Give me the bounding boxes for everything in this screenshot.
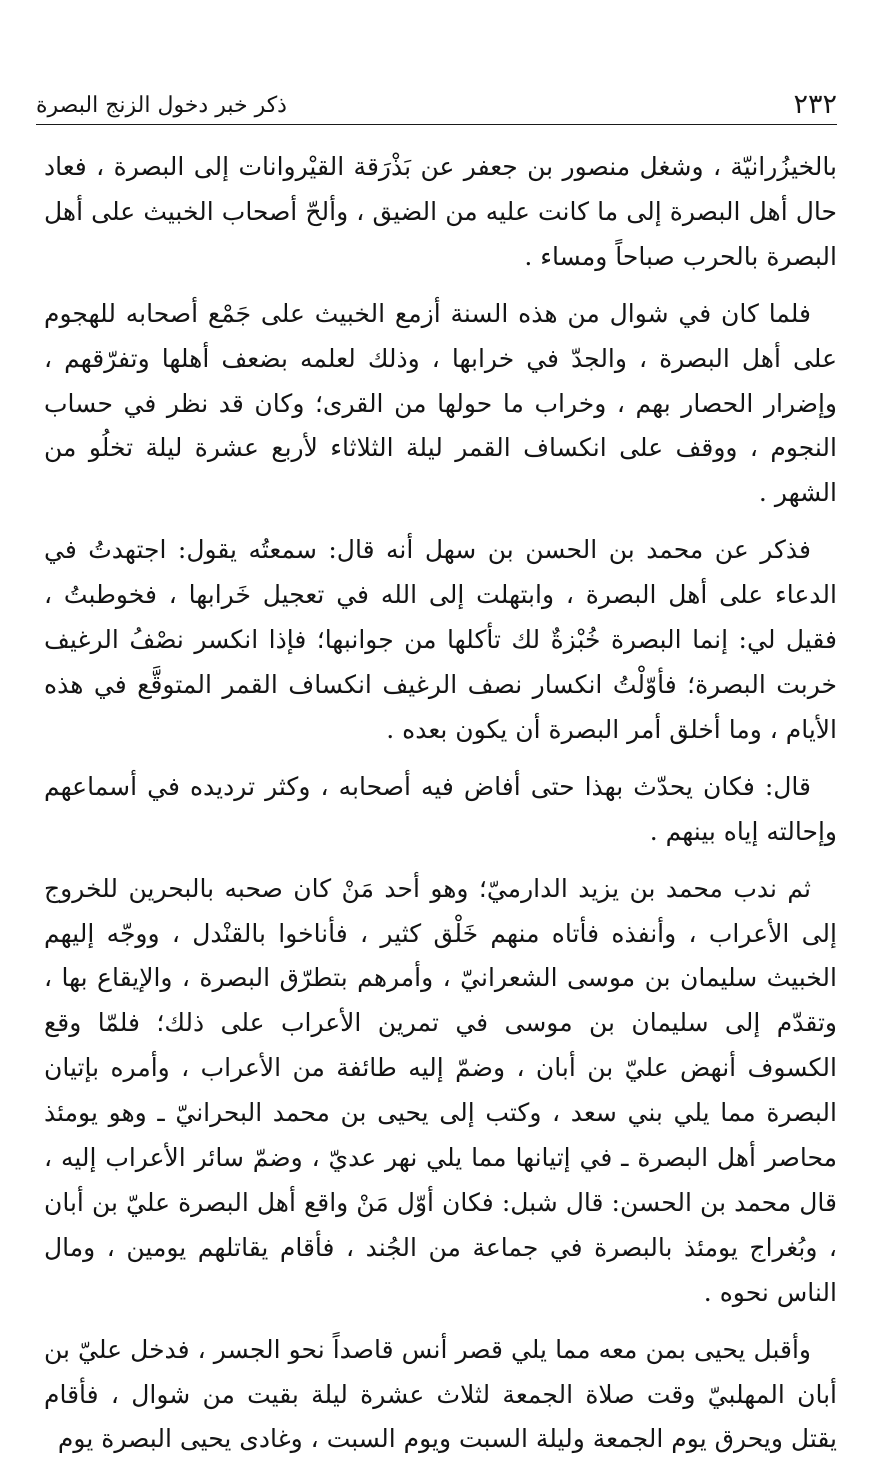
paragraph-bedouin-mobilization: ثم ندب محمد بن يزيد الدارميّ؛ وهو أحد مَنْ كان صحبه بالبحرين للخروج إلى الأعراب ، وأنفذه فأتاه منهم خَلْق كثير ، فأناخوا بالقنْدل ، ووجّه إليهم الخبيث سليمان بن موسى الشعرانيّ ، وأمرهم بتطرّق البصرة ، والإيقاع بها ، وتقدّم إلى سليمان بن موسى في تمرين الأعراب على ذلك؛ فلمّا وقع الكسوف أنهض عليّ بن أبان ، وضمّ إليه طائفة من الأعراب ، وأمره بإتيان البصرة مما يلي بني سعد ، وكتب إلى يحيى بن محمد البحرانيّ ـ وهو يومئذ محاصر أهل البصرة ـ في إتيانها مما يلي نهر عديّ ، وضمّ سائر الأعراب إليه ، قال محمد بن الحسن: قال شبل: فكان أوّل مَنْ واقع أهل البصرة عليّ بن أبان ، وبُغراج يومئذ بالبصرة في جماعة من الجُند ، فأقام يقاتلهم يومين ، ومال الناس نحوه . — [44, 873, 838, 1307]
paragraph-attack-on-basra: وأقبل يحيى بمن معه مما يلي قصر أنس قاصداً نحو الجسر ، فدخل عليّ بن أبان المهلبيّ وقت صلاة الجمعة لثلاث عشرة ليلة بقيت من شوال ، فأقام يقتل ويحرق يوم الجمعة وليلة السبت ويوم السبت ، وغادى يحيى البصرة يوم — [44, 1334, 837, 1454]
running-header — [36, 88, 837, 125]
chapter-title: ذكر خبر دخول الزنج البصرة — [36, 93, 287, 118]
body-text — [44, 145, 837, 1474]
paragraph-continuation: بالخيزُرانيّة ، وشغل منصور بن جعفر عن بَذْرَقة القيْروانات إلى البصرة ، فعاد حال أهل البصرة إلى ما كانت عليه من الضيق ، وألحّ أصحاب الخبيث على أهل البصرة بالحرب صباحاً ومساء . — [44, 152, 837, 271]
paragraph-shawwal-plan: فلما كان في شوال من هذه السنة أزمع الخبيث على جَمْع أصحابه للهجوم على أهل البصرة ، والجدّ في خرابها ، وذلك لعلمه بضعف أهلها وتفرّقهم ، وإضرار الحصار بهم ، وخراب ما حولها من القرى؛ وكان قد نظر في حساب النجوم ، ووقف على انكساف القمر ليلة الثلاثاء لأربع عشرة ليلة تخلُو من الشهر . — [44, 298, 837, 508]
page-number: ٢٣٢ — [793, 89, 837, 120]
paragraph-rumor: قال: فكان يحدّث بهذا حتى أفاض فيه أصحابه ، وكثر ترديده في أسماعهم وإحالته إياه بينهم . — [44, 771, 837, 846]
paragraph-narration: فذكر عن محمد بن الحسن بن سهل أنه قال: سمعتُه يقول: اجتهدتُ في الدعاء على أهل البصرة ، وابتهلت إلى الله في تعجيل خَرابها ، فخوطبتُ ، فقيل لي: إنما البصرة خُبْزةٌ لك تأكلها من جوانبها؛ فإذا انكسر نصْفُ الرغيف خربت البصرة؛ فأوّلْتُ انكسار نصف الرغيف انكساف القمر المتوقَّع في هذه الأيام ، وما أخلق أمر البصرة أن يكون بعده . — [44, 535, 837, 744]
